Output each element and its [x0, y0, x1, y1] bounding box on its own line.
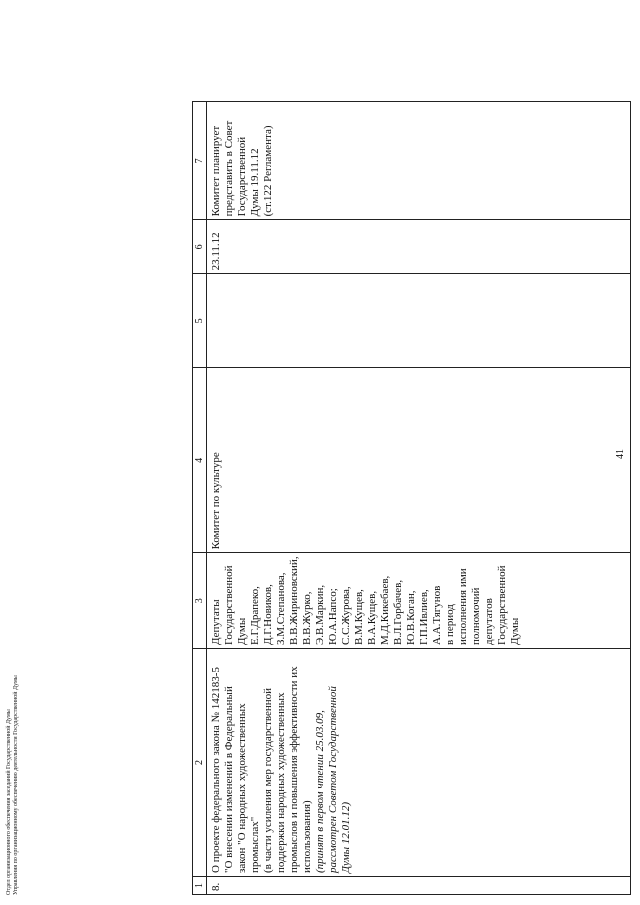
- column-5-cell: [207, 274, 631, 368]
- column-number: 5: [193, 274, 207, 368]
- author-line: Э.В.Маркин,: [314, 584, 326, 645]
- author-line: В.М.Кущев,: [353, 589, 365, 645]
- bill-title-line: промыслах": [249, 816, 261, 873]
- author-line: В.В.Журко,: [301, 591, 313, 645]
- bottom-rule: [631, 102, 632, 895]
- bill-authors: [207, 553, 631, 649]
- author-line: С.С.Журова,: [340, 586, 352, 645]
- author-line: З.М.Степанова,: [275, 572, 287, 645]
- bill-status-line: рассмотрен Советом Государственной: [327, 686, 339, 873]
- bill-title-line: закон "О народных художественных: [236, 703, 248, 873]
- author-line: Думы: [509, 617, 521, 645]
- note-line: Государственной: [236, 136, 248, 217]
- row-number: 8.: [207, 877, 631, 895]
- author-line: Г.П.Ивлиев,: [418, 589, 430, 645]
- author-line: Депутаты: [210, 599, 222, 645]
- table-bottom-border: [631, 102, 632, 895]
- author-line: Государственной: [223, 565, 235, 645]
- bill-title-line: использования): [301, 800, 313, 873]
- page-number: 41: [615, 449, 626, 459]
- author-line: в период: [444, 604, 456, 645]
- bill-title-line: поддержки народных художественных: [275, 692, 287, 873]
- bill-title: [207, 649, 631, 877]
- author-line: Д.Г.Новиков,: [262, 584, 274, 645]
- bills-table: [192, 101, 631, 895]
- column-number: 4: [193, 368, 207, 553]
- author-line: В.А.Кущев,: [366, 590, 378, 645]
- table-row: [207, 102, 631, 895]
- author-line: В.Л.Горбачев,: [392, 579, 404, 645]
- author-line: А.А.Тягунов: [431, 585, 443, 645]
- author-line: М.Д.Кикебаев,: [379, 575, 391, 645]
- footer: [6, 675, 20, 895]
- footer-line-2: Управления по организационному обеспечению деятельности Государственной Думы: [13, 675, 19, 895]
- note-cell: [207, 102, 631, 220]
- bill-status-line: Думы 12.01.12): [340, 802, 352, 873]
- footer-line-1: Отдел организационного обеспечения заседаний Государственной Думы: [6, 709, 12, 895]
- note-line: Комитет планирует: [210, 125, 222, 217]
- date-cell: 23.11.12: [207, 220, 631, 274]
- note-line: (ст.122 Регламента): [262, 125, 274, 217]
- note-line: представить в Совет: [223, 120, 235, 217]
- author-line: Думы: [236, 617, 248, 645]
- author-line: исполнения ими: [457, 568, 469, 645]
- note-line: Думы 19.11.12: [249, 148, 261, 217]
- column-number: 6: [193, 220, 207, 274]
- author-line: В.В.Жириновский,: [288, 556, 300, 645]
- bill-title-line: "О внесении изменений в Федеральный: [223, 686, 235, 873]
- column-number: 1: [193, 877, 207, 895]
- column-number-row: [193, 102, 207, 895]
- author-line: Е.Г.Драпеко,: [249, 586, 261, 645]
- author-line: полномочий: [470, 587, 482, 645]
- author-line: депутатов: [483, 598, 495, 645]
- author-line: Государственной: [496, 565, 508, 645]
- author-line: Ю.А.Напсо;: [327, 588, 339, 645]
- author-line: Ю.В.Коган,: [405, 590, 417, 645]
- column-number: 7: [193, 102, 207, 220]
- column-number: 3: [193, 553, 207, 649]
- bill-title-line: О проекте федерального закона № 142183-5: [210, 667, 222, 873]
- bill-title-line: промыслов и повышения эффективности их: [288, 666, 300, 873]
- column-number: 2: [193, 649, 207, 877]
- responsible-committee: Комитет по культуре: [207, 368, 631, 553]
- bill-title-line: (в части усиления мер государственной: [262, 687, 274, 873]
- bill-status-line: (принят в первом чтении 25.03.09,: [314, 710, 326, 873]
